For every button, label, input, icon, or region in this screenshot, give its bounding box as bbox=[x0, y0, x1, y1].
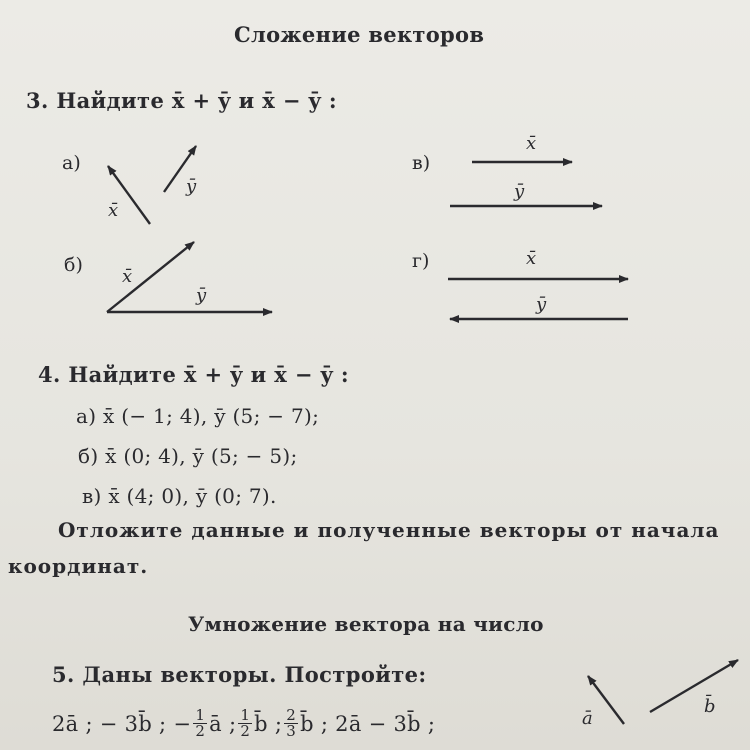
task-3a-vector-y bbox=[164, 146, 196, 192]
task-3g-x-label: x̄ bbox=[526, 248, 537, 269]
task-3v-x-label: x̄ bbox=[526, 133, 537, 154]
task-3b-vector-x bbox=[107, 242, 194, 312]
task-5-heading: 5. Даны векторы. Постройте: bbox=[52, 662, 427, 687]
task-3-part-b-label: б) bbox=[64, 254, 83, 276]
task-3a-x-label: x̄ bbox=[108, 200, 119, 221]
section-title-vector-addition: Сложение векторов bbox=[234, 22, 485, 47]
task-3b-y-label: ȳ bbox=[196, 285, 207, 306]
task-3b-x-label: x̄ bbox=[122, 266, 133, 287]
task-3a-y-label: ȳ bbox=[186, 176, 197, 197]
section-title-vector-scaling: Умножение вектора на число bbox=[188, 612, 544, 636]
task-3-heading: 3. Найдите x̄ + ȳ и x̄ − ȳ : bbox=[26, 88, 338, 113]
task-3-part-g-label: г) bbox=[412, 250, 430, 272]
task-4-note-line2: координат. bbox=[8, 554, 149, 578]
fraction-two-thirds-b: $\frac{2}{3}$ bbox=[286, 706, 297, 740]
task-4-note-line1: Отложите данные и полученные векторы от начала bbox=[58, 518, 720, 542]
task-3a-vector-x bbox=[108, 166, 150, 224]
fraction-one-half-a: $\frac{1}{2}$ bbox=[195, 706, 206, 740]
fraction-one-half-b: $\frac{1}{2}$ bbox=[240, 706, 251, 740]
task-5-expr-part3: b̄ ; bbox=[254, 711, 283, 736]
task-3g-y-label: ȳ bbox=[536, 294, 547, 315]
task-3-part-a-label: а) bbox=[62, 152, 81, 174]
task-5-a-label: ā bbox=[582, 708, 593, 729]
task-4-item-v: в) x̄ (4; 0), ȳ (0; 7). bbox=[82, 484, 277, 508]
task-4-heading: 4. Найдите x̄ + ȳ и x̄ − ȳ : bbox=[38, 362, 350, 387]
task-5-vector-b bbox=[650, 660, 738, 712]
task-5-expr-part4: b̄ ; 2ā − 3b̄ ; bbox=[300, 711, 436, 736]
task-4-item-b: б) x̄ (0; 4), ȳ (5; − 5); bbox=[78, 444, 298, 468]
task-3-part-v-label: в) bbox=[412, 152, 431, 174]
task-5-expr-part1: 2ā ; − 3b̄ ; − bbox=[52, 711, 192, 736]
task-5-expr-part2: ā ; bbox=[209, 711, 237, 736]
task-5-vector-a bbox=[588, 676, 624, 724]
task-3v-y-label: ȳ bbox=[514, 181, 525, 202]
task-4-item-a: а) x̄ (− 1; 4), ȳ (5; − 7); bbox=[76, 404, 320, 428]
task-5-b-label: b̄ bbox=[704, 696, 716, 717]
